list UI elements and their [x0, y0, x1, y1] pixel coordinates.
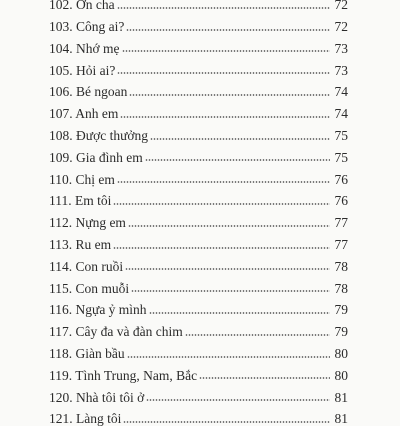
toc-entry-page: 80 [334, 367, 348, 383]
toc-entry-page: 73 [334, 40, 348, 56]
toc-entry [49, 361, 348, 383]
dot-leader [150, 138, 330, 140]
toc-entry-title: 107. Anh em [49, 106, 119, 122]
toc-entry-title: 105. Hỏi ai? [49, 62, 116, 78]
dot-leader [129, 94, 330, 96]
toc-entry-title: 117. Cây đa và đàn chim [49, 324, 183, 340]
toc-entry-page: 79 [334, 324, 348, 340]
toc-entry-title: 114. Con ruồi [49, 258, 124, 274]
toc-entry-title: 108. Được thưởng [49, 128, 149, 144]
toc-entry-page: 76 [334, 171, 348, 187]
toc-entry [49, 0, 348, 12]
table-of-contents [49, 0, 348, 426]
toc-entry-page: 78 [334, 280, 348, 296]
dot-leader [185, 334, 330, 336]
toc-entry-title: 121. Làng tôi [49, 411, 122, 426]
dot-leader [131, 290, 330, 292]
toc-entry-title: 113. Ru em [49, 237, 112, 253]
toc-entry-title: 103. Công ai? [49, 19, 125, 35]
toc-entry-title: 106. Bé ngoan [49, 84, 128, 100]
toc-entry [49, 34, 348, 56]
toc-entry-title: 116. Ngựa ỷ mình [49, 302, 147, 318]
toc-entry [49, 12, 348, 34]
toc-entry-page: 74 [334, 106, 348, 122]
dot-leader [113, 247, 330, 249]
toc-entry [49, 121, 348, 143]
dot-leader [113, 203, 330, 205]
dot-leader [146, 399, 330, 401]
toc-entry-page: 77 [334, 215, 348, 231]
toc-entry-page: 77 [334, 237, 348, 253]
dot-leader [149, 312, 330, 314]
toc-entry [49, 404, 348, 426]
toc-entry-page: 76 [334, 193, 348, 209]
toc-entry-page: 74 [334, 84, 348, 100]
toc-entry [49, 273, 348, 295]
toc-entry-title: 111. Em tôi [49, 193, 112, 209]
toc-entry [49, 382, 348, 404]
dot-leader [117, 7, 330, 9]
toc-entry-title: 112. Nựng em [49, 215, 126, 231]
dot-leader [122, 50, 330, 52]
toc-entry-title: 109. Gia đình em [49, 149, 143, 165]
toc-entry-title: 119. Tình Trung, Nam, Bắc [49, 367, 198, 383]
dot-leader [126, 29, 330, 31]
dot-leader [117, 181, 330, 183]
toc-entry-page: 75 [334, 149, 348, 165]
toc-entry-title: 110. Chị em [49, 171, 115, 187]
toc-entry [49, 317, 348, 339]
dot-leader [127, 356, 330, 358]
toc-entry [49, 252, 348, 274]
toc-entry [49, 295, 348, 317]
toc-entry-title: 118. Giàn bầu [49, 346, 125, 362]
toc-entry-title: 104. Nhớ mẹ [49, 40, 120, 56]
toc-entry [49, 99, 348, 121]
dot-leader [117, 72, 330, 74]
toc-entry [49, 186, 348, 208]
dot-leader [120, 116, 330, 118]
toc-entry-page: 72 [334, 19, 348, 35]
toc-entry-title: 115. Con muỗi [49, 280, 130, 296]
toc-entry [49, 164, 348, 186]
toc-entry [49, 339, 348, 361]
toc-entry [49, 143, 348, 165]
dot-leader [125, 268, 330, 270]
toc-entry-title: 120. Nhà tôi tôi ở [49, 389, 145, 405]
dot-leader [199, 377, 330, 379]
toc-entry [49, 55, 348, 77]
toc-entry-page: 79 [334, 302, 348, 318]
toc-entry [49, 208, 348, 230]
toc-entry-page: 78 [334, 258, 348, 274]
dot-leader [128, 225, 330, 227]
toc-entry-page: 73 [334, 62, 348, 78]
toc-entry-page: 72 [334, 0, 348, 13]
toc-entry [49, 77, 348, 99]
dot-leader [123, 421, 330, 423]
toc-entry-page: 80 [334, 346, 348, 362]
toc-entry-page: 81 [334, 389, 348, 405]
toc-entry [49, 230, 348, 252]
dot-leader [145, 159, 330, 161]
toc-entry-title: 102. Ơn cha [49, 0, 115, 13]
toc-entry-page: 81 [334, 411, 348, 426]
toc-entry-page: 75 [334, 128, 348, 144]
